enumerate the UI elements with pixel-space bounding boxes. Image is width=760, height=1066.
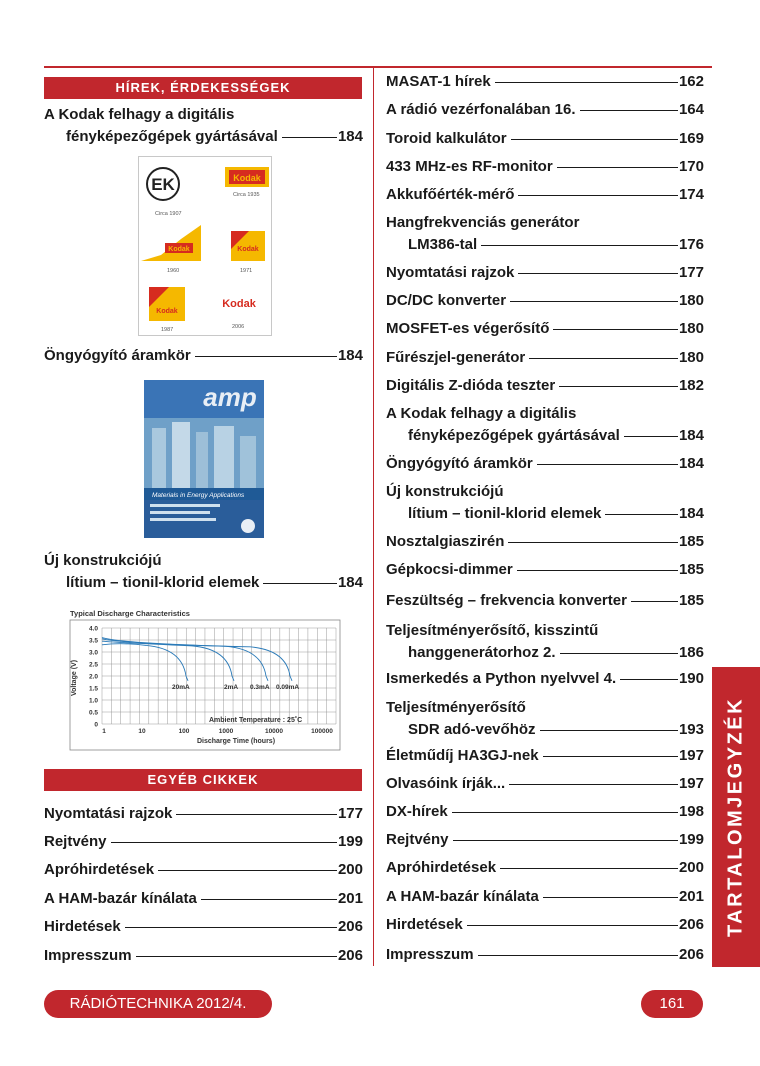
leader-line (125, 927, 337, 928)
amp-magazine-cover (144, 380, 264, 538)
toc-page: 164 (678, 101, 704, 118)
toc-page: 180 (678, 320, 704, 337)
page-number: 161 (641, 990, 703, 1018)
leader-line (537, 464, 678, 465)
toc-title-line: Ismerkedés a Python nyelvvel 4. (386, 670, 617, 687)
y-tick-label: 3.5 (88, 637, 98, 645)
x-tick-label: 1000 (218, 728, 234, 735)
toc-entry[interactable] (44, 945, 363, 967)
x-tick-labels (102, 728, 333, 735)
svg-text:Kodak: Kodak (233, 173, 261, 183)
toc-entry[interactable] (386, 156, 704, 178)
leader-line (452, 812, 678, 813)
leader-line (195, 356, 337, 357)
toc-title-line: Feszültség – frekvencia konverter (386, 592, 627, 609)
toc-title-line: Impresszum (44, 947, 132, 964)
curve-label: 0.09mA (276, 684, 300, 692)
toc-page: 184 (678, 455, 704, 472)
toc-entry[interactable] (386, 886, 704, 908)
toc-entry[interactable] (386, 212, 704, 256)
toc-page: 174 (678, 186, 704, 203)
toc-title-line: Hangfrekvenciás generátor (386, 214, 580, 231)
leader-line (553, 329, 678, 330)
toc-title-line: Toroid kalkulátor (386, 130, 507, 147)
toc-page: 185 (678, 592, 704, 609)
toc-page: 197 (678, 747, 704, 764)
leader-line (540, 730, 678, 731)
leader-line (136, 956, 337, 957)
toc-title-line: Öngyógyító áramkör (44, 347, 191, 364)
toc-title-line: Öngyógyító áramkör (386, 455, 533, 472)
x-tick-label: 1 (102, 728, 106, 735)
toc-page: 200 (678, 859, 704, 876)
chart-annotation: Ambient Temperature : 25˚C (209, 717, 303, 724)
toc-entry[interactable] (386, 590, 704, 612)
toc-entry[interactable] (44, 345, 363, 367)
toc-page: 206 (337, 918, 363, 935)
toc-page: 180 (678, 292, 704, 309)
toc-entry[interactable] (386, 347, 704, 369)
y-tick-labels (89, 626, 98, 729)
y-tick-label: 3.0 (88, 649, 98, 657)
toc-title-line: Nosztalgiaszirén (386, 533, 505, 550)
svg-text:EK: EK (151, 175, 175, 194)
toc-page: 162 (678, 73, 704, 90)
section-header-news: HÍREK, ÉRDEKESSÉGEK (44, 77, 362, 99)
toc-page: 197 (678, 775, 704, 792)
toc-title-line: hanggenerátorhoz 2. (408, 644, 556, 661)
leader-line (500, 868, 678, 869)
toc-title-line: Hirdetések (386, 916, 463, 933)
curve-label: 20mA (172, 684, 190, 692)
kodak-logo-2006: Kodak (222, 298, 256, 310)
toc-entry[interactable] (386, 531, 704, 553)
toc-page: 206 (678, 946, 704, 963)
x-tick-label: 10 (138, 728, 146, 735)
toc-page: 186 (678, 644, 704, 661)
leader-line (560, 653, 678, 654)
leader-line (510, 301, 678, 302)
toc-title-line: Akkufőérték-mérő (386, 186, 515, 203)
toc-title-line: 433 MHz-es RF-monitor (386, 158, 553, 175)
toc-entry[interactable] (386, 290, 704, 312)
toc-title-line: A Kodak felhagy a digitális (386, 405, 577, 422)
y-axis-label: Voltage (V) (71, 659, 78, 697)
logo-caption: Circa 1935 (233, 192, 260, 198)
y-tick-label: 1.5 (88, 685, 98, 693)
toc-entry[interactable] (386, 99, 704, 121)
toc-page: 176 (678, 236, 704, 253)
toc-entry[interactable] (386, 745, 704, 767)
toc-entry[interactable] (44, 803, 363, 825)
leader-line (481, 245, 678, 246)
toc-page: 193 (678, 721, 704, 738)
toc-title-line: Új konstrukciójú (386, 483, 504, 500)
toc-page: 190 (678, 670, 704, 687)
x-tick-label: 100000 (311, 728, 333, 735)
toc-page: 169 (678, 130, 704, 147)
logo-caption: 2006 (232, 324, 245, 330)
toc-entry[interactable] (386, 128, 704, 150)
toc-title-line: SDR adó-vevőhöz (408, 721, 536, 738)
leader-line (201, 899, 337, 900)
toc-page: 201 (337, 890, 363, 907)
chart-title: Typical Discharge Characteristics (70, 609, 190, 618)
chart-curves (102, 638, 292, 681)
toc-page: 198 (678, 803, 704, 820)
curve-labels (172, 684, 299, 691)
leader-line (529, 358, 678, 359)
leader-line (263, 583, 337, 584)
toc-page: 206 (337, 947, 363, 964)
toc-entry[interactable] (386, 71, 704, 93)
toc-entry[interactable] (386, 773, 704, 795)
leader-line (508, 542, 678, 543)
toc-title-line: fényképezőgépek gyártásával (408, 427, 620, 444)
toc-page: 201 (678, 888, 704, 905)
toc-page: 199 (678, 831, 704, 848)
toc-page: 177 (678, 264, 704, 281)
toc-page: 170 (678, 158, 704, 175)
svg-text:Kodak: Kodak (168, 246, 190, 253)
toc-title-line: A Kodak felhagy a digitális (44, 106, 235, 123)
y-tick-label: 2.0 (88, 673, 98, 681)
toc-entry[interactable] (386, 559, 704, 581)
toc-page: 184 (678, 427, 704, 444)
toc-title-line: A HAM-bazár kínálata (44, 890, 197, 907)
leader-line (467, 925, 678, 926)
kodak-logo-1907 (147, 168, 179, 200)
toc-title-line: A HAM-bazár kínálata (386, 888, 539, 905)
toc-title-line: MASAT-1 hírek (386, 73, 491, 90)
toc-title-line: DC/DC konverter (386, 292, 507, 309)
leader-line (478, 955, 678, 956)
toc-entry[interactable] (386, 318, 704, 340)
toc-title-line: fényképezőgépek gyártásával (66, 128, 278, 145)
toc-title-line: DX-hírek (386, 803, 448, 820)
toc-title-line: Teljesítményerősítő, kisszintű (386, 622, 599, 639)
y-tick-label: 0.5 (88, 709, 98, 717)
toc-title-line: Digitális Z-dióda teszter (386, 377, 556, 394)
toc-title-line: Új konstrukciójú (44, 552, 162, 569)
y-tick-label: 0 (94, 721, 98, 729)
column-divider (373, 68, 374, 966)
leader-line (631, 601, 678, 602)
kodak-logos-image (138, 156, 272, 336)
leader-line (559, 386, 678, 387)
section-header-other: EGYÉB CIKKEK (44, 769, 362, 791)
toc-title-line: Rejtvény (44, 833, 107, 850)
leader-line (509, 784, 678, 785)
leader-line (111, 842, 337, 843)
toc-entry[interactable] (44, 550, 363, 594)
toc-entry[interactable] (386, 668, 704, 690)
svg-text:Kodak: Kodak (237, 246, 259, 253)
toc-entry[interactable] (386, 914, 704, 936)
toc-entry[interactable] (386, 620, 704, 664)
toc-page: 184 (678, 505, 704, 522)
y-tick-label: 2.5 (88, 661, 98, 669)
cover-banner: Materials in Energy Applications (152, 492, 245, 499)
y-tick-label: 4.0 (88, 625, 98, 633)
leader-line (158, 870, 337, 871)
toc-entry[interactable] (44, 916, 363, 938)
toc-page: 184 (337, 347, 363, 364)
toc-title-line: lítium – tionil-klorid elemek (66, 574, 260, 591)
toc-entry[interactable] (386, 184, 704, 206)
toc-title-line: MOSFET-es végerősítő (386, 320, 550, 337)
leader-line (282, 137, 337, 138)
leader-line (518, 273, 678, 274)
leader-line (605, 514, 678, 515)
leader-line (580, 110, 678, 111)
logo-caption: Circa 1907 (155, 211, 182, 217)
toc-entry[interactable] (386, 453, 704, 475)
toc-page: 184 (337, 574, 363, 591)
toc-page: 182 (678, 377, 704, 394)
leader-line (620, 679, 678, 680)
logo-caption: 1987 (161, 327, 174, 333)
leader-line (518, 195, 678, 196)
toc-title-line: Rejtvény (386, 831, 449, 848)
toc-entry[interactable] (386, 262, 704, 284)
toc-title-line: Olvasóink írják... (386, 775, 506, 792)
leader-line (543, 756, 678, 757)
toc-entry[interactable] (386, 481, 704, 525)
toc-page: 185 (678, 533, 704, 550)
toc-title-line: LM386-tal (408, 236, 478, 253)
amp-logo: amp (203, 382, 257, 412)
magazine-issue-badge: RÁDIÓTECHNIKA 2012/4. (44, 990, 272, 1018)
leader-line (495, 82, 678, 83)
toc-title-line: A rádió vezérfonalában 16. (386, 101, 576, 118)
x-axis-label: Discharge Time (hours) (196, 738, 276, 745)
toc-page: 200 (337, 861, 363, 878)
toc-title-line: Hirdetések (44, 918, 121, 935)
top-rule (44, 66, 712, 68)
toc-entry[interactable] (386, 829, 704, 851)
toc-title-line: Nyomtatási rajzok (386, 264, 515, 281)
toc-entry[interactable] (386, 697, 704, 741)
toc-entry[interactable] (44, 104, 363, 148)
toc-title-line: Teljesítményerősítő (386, 699, 526, 716)
x-tick-label: 100 (178, 728, 190, 735)
discharge-chart (66, 606, 342, 752)
y-tick-label: 1.0 (88, 697, 98, 705)
toc-page: 177 (337, 805, 363, 822)
toc-title-line: Gépkocsi-dimmer (386, 561, 513, 578)
leader-line (557, 167, 678, 168)
toc-entry[interactable] (386, 801, 704, 823)
toc-page: 206 (678, 916, 704, 933)
toc-title-line: Apróhirdetések (386, 859, 497, 876)
toc-title-line: Impresszum (386, 946, 474, 963)
x-tick-label: 10000 (264, 728, 284, 735)
toc-entry[interactable] (44, 831, 363, 853)
leader-line (453, 840, 678, 841)
toc-entry[interactable] (386, 375, 704, 397)
toc-entry[interactable] (386, 944, 704, 966)
toc-title-line: lítium – tionil-klorid elemek (408, 505, 602, 522)
logo-caption: 1960 (167, 268, 180, 274)
leader-line (517, 570, 678, 571)
curve-label: 2mA (224, 684, 239, 692)
toc-entry[interactable] (386, 403, 704, 447)
toc-entry[interactable] (44, 888, 363, 910)
curve-label: 0.3mA (250, 684, 270, 692)
toc-entry[interactable] (44, 859, 363, 881)
toc-title-line: Nyomtatási rajzok (44, 805, 173, 822)
leader-line (543, 897, 678, 898)
toc-title-line: Fűrészjel-generátor (386, 349, 526, 366)
toc-page: 199 (337, 833, 363, 850)
toc-entry[interactable] (386, 857, 704, 879)
toc-page: 185 (678, 561, 704, 578)
leader-line (511, 139, 678, 140)
discharge-curve (102, 644, 188, 681)
toc-page: 180 (678, 349, 704, 366)
leader-line (624, 436, 678, 437)
toc-page: 184 (337, 128, 363, 145)
leader-line (176, 814, 337, 815)
toc-title-line: Apróhirdetések (44, 861, 155, 878)
svg-text:Kodak: Kodak (156, 308, 178, 315)
logo-caption: 1971 (240, 268, 253, 274)
toc-title-line: Életműdíj HA3GJ-nek (386, 747, 539, 764)
side-tab-label: TARTALOMJEGYZÉK (724, 696, 747, 938)
